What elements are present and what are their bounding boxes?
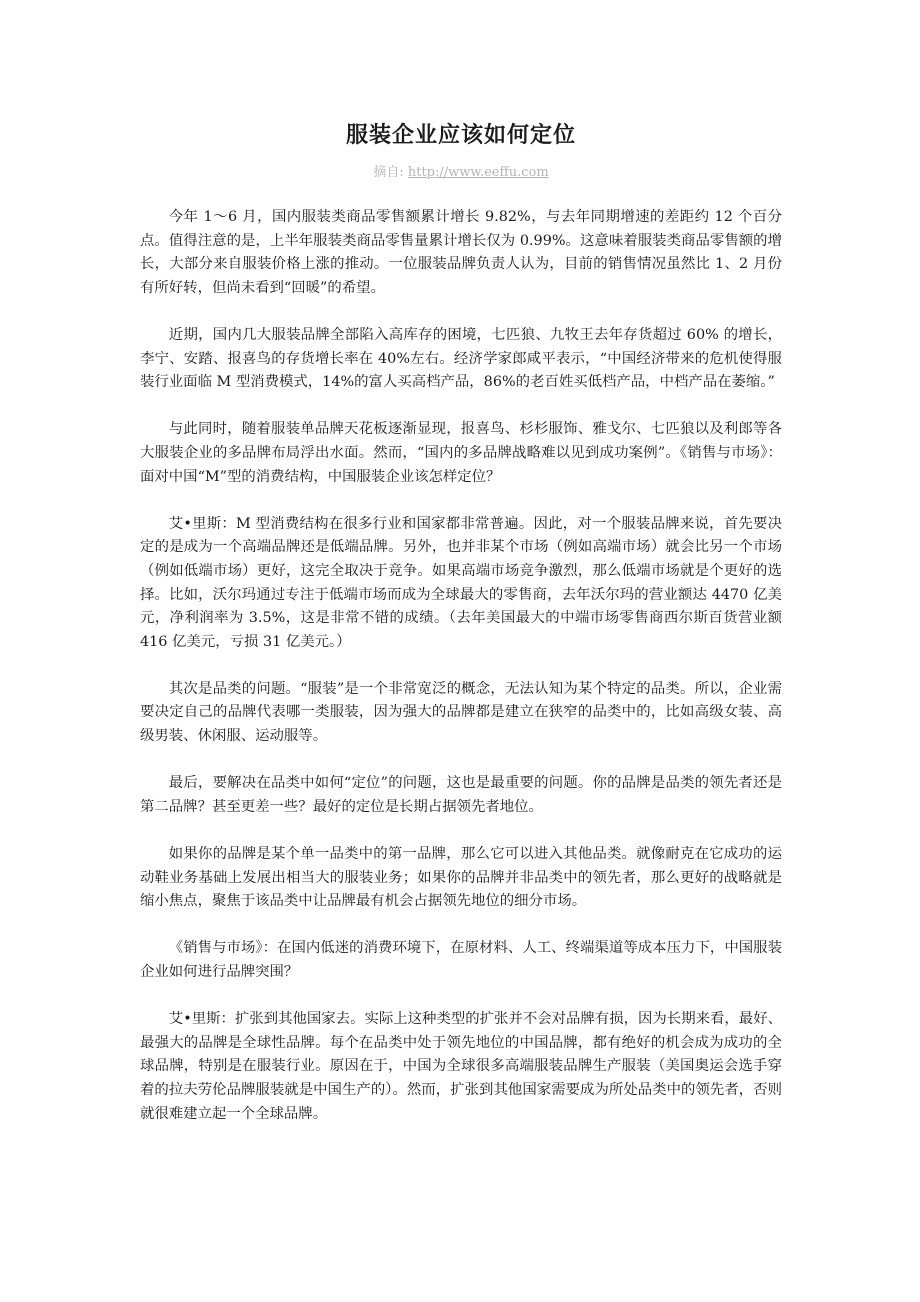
paragraph: 如果你的品牌是某个单一品类中的第一品牌，那么它可以进入其他品类。就像耐克在它成功的运动鞋业务基础上发展出相当大的服装业务；如果你的品牌并非品类中的领先者，那么更好的战略就是缩小焦点，聚焦于该品类中让品牌最有机会占据领先地位的细分市场。 — [140, 846, 782, 910]
source-prefix: 摘自: — [373, 165, 408, 180]
source-link[interactable]: http://www.eeffu.com — [407, 165, 549, 180]
paragraph: 《销售与市场》：在国内低迷的消费环境下，在原材料、人工、终端渠道等成本压力下，中国服装企业如何进行品牌突围？ — [140, 940, 782, 980]
paragraph: 其次是品类的问题。“服装”是一个非常宽泛的概念，无法认知为某个特定的品类。所以，企业需要决定自己的品牌代表哪一类服装，因为强大的品牌都是建立在狭窄的品类中的，比如高级女装、高级男装、休闲服、运动服等。 — [140, 680, 782, 745]
paragraph: 最后，要解决在品类中如何“定位”的问题，这也是最重要的问题。你的品牌是品类的领先者还是第二品牌？甚至更差一些？最好的定位是长期占据领先者地位。 — [140, 775, 782, 815]
paragraph: 艾•里斯：M 型消费结构在很多行业和国家都非常普遍。因此，对一个服装品牌来说，首先要决定的是成为一个高端品牌还是低端品牌。另外，也并非某个市场（例如高端市场）就会比另一个市场（例如低端市场）更好，这完全取决于竞争。如果高端市场竞争激烈，那么低端市场就是个更好的选择。比如，沃尔玛通过专注于低端市场而成为全球最大的零售商，去年沃尔玛的营业额达 4470 亿美元，净利润率为 3.5%，这是非常不错的成绩。（去年美国最大的中端市场零售商西尔斯百货营业额 416 亿美元，亏损 31 亿美元。） — [140, 515, 782, 650]
paragraph: 近期，国内几大服装品牌全部陷入高库存的困境，七匹狼、九牧王去年存货超过 60% 的增长，李宁、安踏、报喜鸟的存货增长率在 40%左右。经济学家郎咸平表示，“中国经济带来的危机使得服装行业面临 M 型消费模式，14%的富人买高档产品，86%的老百姓买低档产品，中档产品在萎缩。” — [140, 326, 782, 391]
source-line — [140, 161, 782, 180]
article-body — [140, 206, 782, 1126]
paragraph: 艾•里斯：扩张到其他国家去。实际上这种类型的扩张并不会对品牌有损，因为长期来看，最好、最强大的品牌是全球性品牌。每个在品类中处于领先地位的中国品牌，都有绝好的机会成为成功的全球品牌，特别是在服装行业。原因在于，中国为全球很多高端服装品牌生产服装（美国奥运会选手穿着的拉夫劳伦品牌服装就是中国生产的）。然而，扩张到其他国家需要成为所处品类中的领先者，否则就很难建立起一个全球品牌。 — [140, 1011, 782, 1122]
document-page — [140, 118, 782, 1150]
page-title: 服装企业应该如何定位 — [345, 122, 576, 148]
paragraph: 今年 1～6 月，国内服装类商品零售额累计增长 9.82%，与去年同期增速的差距约 12 个百分点。值得注意的是，上半年服装类商品零售量累计增长仅为 0.99%。这意味着服装类商品零售额的增长，大部分来自服装价格上涨的推动。一位服装品牌负责人认为，目前的销售情况虽然比 1、2 月份有所好转，但尚未看到“回暖”的希望。 — [140, 209, 782, 296]
paragraph: 与此同时，随着服装单品牌天花板逐渐显现，报喜鸟、杉杉服饰、雅戈尔、七匹狼以及利郎等各大服装企业的多品牌布局浮出水面。然而，“国内的多品牌战略难以见到成功案例”。《销售与市场》：面对中国“M”型的消费结构，中国服装企业该怎样定位？ — [140, 421, 782, 485]
